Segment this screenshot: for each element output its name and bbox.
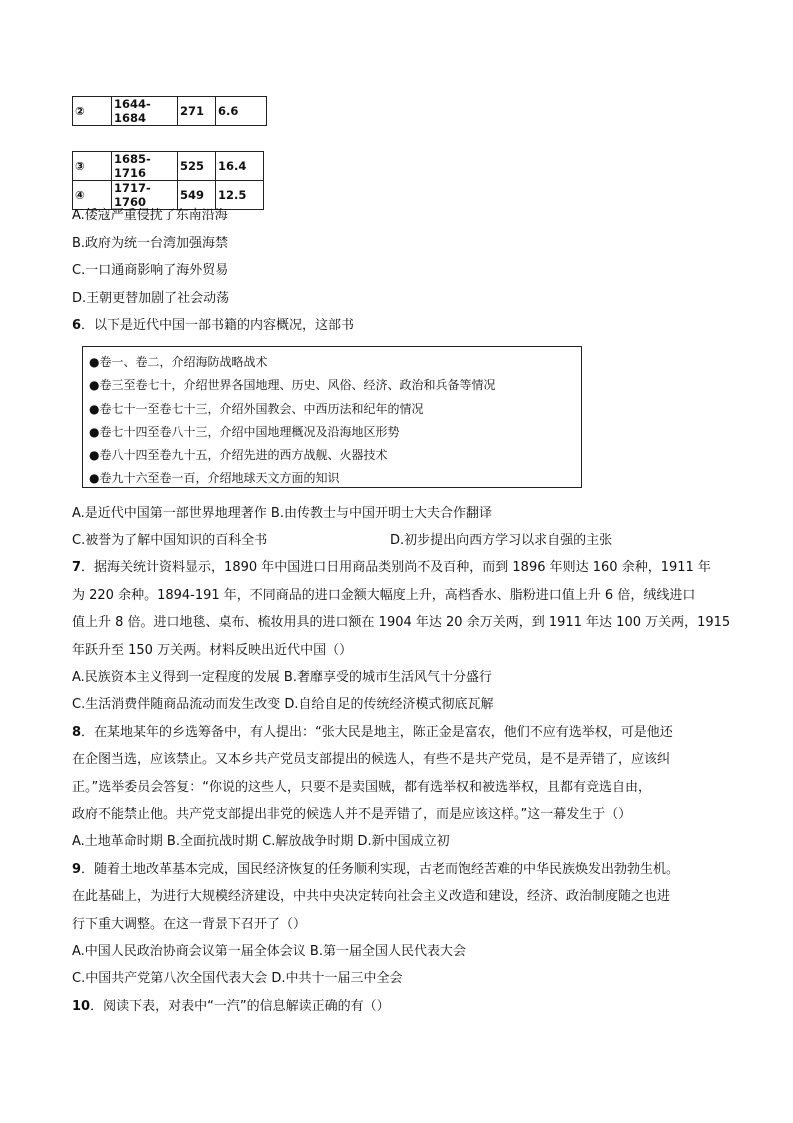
q6-content-box (82, 346, 582, 488)
table-cell-years: 1685-1716 (112, 152, 178, 181)
q6-box-line: ●卷一、卷二，介绍海防战略战术 (89, 355, 268, 369)
q8-line: 政府不能禁止他。共产党支部提出非党的候选人并不是弄错了，而是应该这样。”这一幕发生于（） (72, 807, 632, 822)
table-cell-no: ② (73, 97, 112, 126)
q7-options-ab[interactable]: A.民族资本主义得到一定程度的发展 B.奢靡享受的城市生活风气十分盛行 (72, 670, 492, 685)
table-cell-avg: 12.5 (216, 181, 264, 210)
q6-option-d[interactable]: D.初步提出向西方学习以求自强的主张 (390, 533, 613, 548)
q6-number: 6 (72, 318, 82, 333)
table-cell-no: ④ (73, 181, 112, 210)
q6-options-ab[interactable]: A.是近代中国第一部世界地理著作 B.由传教士与中国开明士大夫合作翻译 (72, 506, 492, 521)
table-row (73, 181, 264, 210)
q8-options[interactable]: A.土地革命时期 B.全面抗战时期 C.解放战争时期 D.新中国成立初 (72, 834, 450, 849)
q9-line: 行下重大调整。在这一背景下召开了（） (72, 917, 307, 932)
table-cell-no: ③ (73, 152, 112, 181)
table-cell-avg: 16.4 (216, 152, 264, 181)
q5-option-a[interactable]: A.倭寇严重侵扰了东南沿海 (72, 208, 228, 223)
q9-options-cd[interactable]: C.中国共产党第八次全国代表大会 D.中共十一届三中全会 (72, 971, 403, 986)
q10-stem-text: ．阅读下表，对表中“一汽”的信息解读正确的有（） (90, 999, 390, 1014)
q5-option-d[interactable]: D.王朝更替加剧了社会动荡 (72, 291, 230, 306)
q9-options-ab[interactable]: A.中国人民政治协商会议第一届全体会议 B.第一届全国人民代表大会 (72, 944, 466, 959)
q8-line (72, 724, 673, 742)
q6-box-line: ●卷七十一至卷七十三，介绍外国教会、中西历法和纪年的情况 (89, 401, 424, 416)
table-row (73, 97, 267, 126)
q7-options-cd[interactable]: C.生活消费伴随商品流动而发生改变 D.自给自足的传统经济模式彻底瓦解 (72, 697, 494, 712)
q9-line: 在此基础上，为进行大规模经济建设，中共中央决定转向社会主义改造和建设，经济、政治制度随之也进 (72, 889, 671, 904)
q6-option-c[interactable]: C.被誉为了解中国知识的百科全书 (72, 533, 268, 548)
table-cell-count: 271 (178, 97, 216, 126)
table-row (73, 152, 264, 181)
data-table-bottom (72, 151, 264, 210)
q6-box-line: ●卷七十四至卷八十三，介绍中国地理概况及沿海地区形势 (89, 424, 400, 439)
q7-line: 为 220 余种。1894-191 年，不同商品的进口金额大幅度上升，高档香水、脂粉进口值上升 6 倍，绒线进口 (72, 588, 696, 603)
q10-stem (72, 998, 390, 1016)
table-cell-years: 1717-1760 (112, 181, 178, 210)
q6-stem (72, 317, 354, 335)
q9-line (72, 861, 679, 879)
q8-number: 8 (72, 725, 82, 740)
data-table-top (72, 96, 267, 126)
q7-line-text: ．据海关统计资料显示，1890 年中国进口日用商品类别尚不及百种，而到 1896 年则达 160 余种，1911 年 (81, 560, 711, 575)
table-cell-count: 525 (178, 152, 216, 181)
q9-line-text: ．随着土地改革基本完成，国民经济恢复的任务顺利实现，古老而饱经苦难的中华民族焕发出勃勃生机。 (81, 862, 680, 877)
q7-line: 值上升 8 倍。进口地毯、桌布、梳妆用具的进口额在 1904 年达 20 余万关两，到 1911 年达 100 万关两，1915 (72, 615, 731, 630)
q6-stem-text: ．以下是近代中国一部书籍的内容概况，这部书 (81, 318, 355, 333)
table-cell-years: 1644-1684 (112, 97, 178, 126)
q8-line-text: ．在某地某年的乡选筹备中，有人提出：“张大民是地主，陈正金是富农，他们不应有选举权，可是他还 (81, 725, 673, 740)
q6-box-line: ●卷九十六至卷一百，介绍地球天文方面的知识 (89, 471, 340, 486)
q6-box-line: ●卷八十四至卷九十五，介绍先进的西方战舰、火器技术 (89, 448, 388, 463)
q7-line (72, 559, 711, 577)
q5-option-c[interactable]: C.一口通商影响了海外贸易 (72, 263, 229, 278)
q8-line: 在企图当选，应该禁止。又本乡共产党员支部提出的候选人，有些不是共产党员，是不是弄错了，应该纠 (72, 752, 671, 767)
q10-number: 10 (72, 999, 91, 1014)
table-cell-avg: 6.6 (216, 97, 267, 126)
q7-number: 7 (72, 560, 82, 575)
q8-line: 正。”选举委员会答复：“你说的这些人，只要不是卖国贼，都有选举权和被选举权，且都有竞选自由， (72, 780, 651, 795)
q6-box-line: ●卷三至卷七十，介绍世界各国地理、历史、风俗、经济、政治和兵备等情况 (89, 378, 496, 393)
table-cell-count: 549 (178, 181, 216, 210)
q9-number: 9 (72, 862, 82, 877)
q7-line: 年跃升至 150 万关两。材料反映出近代中国（） (72, 643, 353, 658)
q5-option-b[interactable]: B.政府为统一台湾加强海禁 (72, 236, 229, 251)
